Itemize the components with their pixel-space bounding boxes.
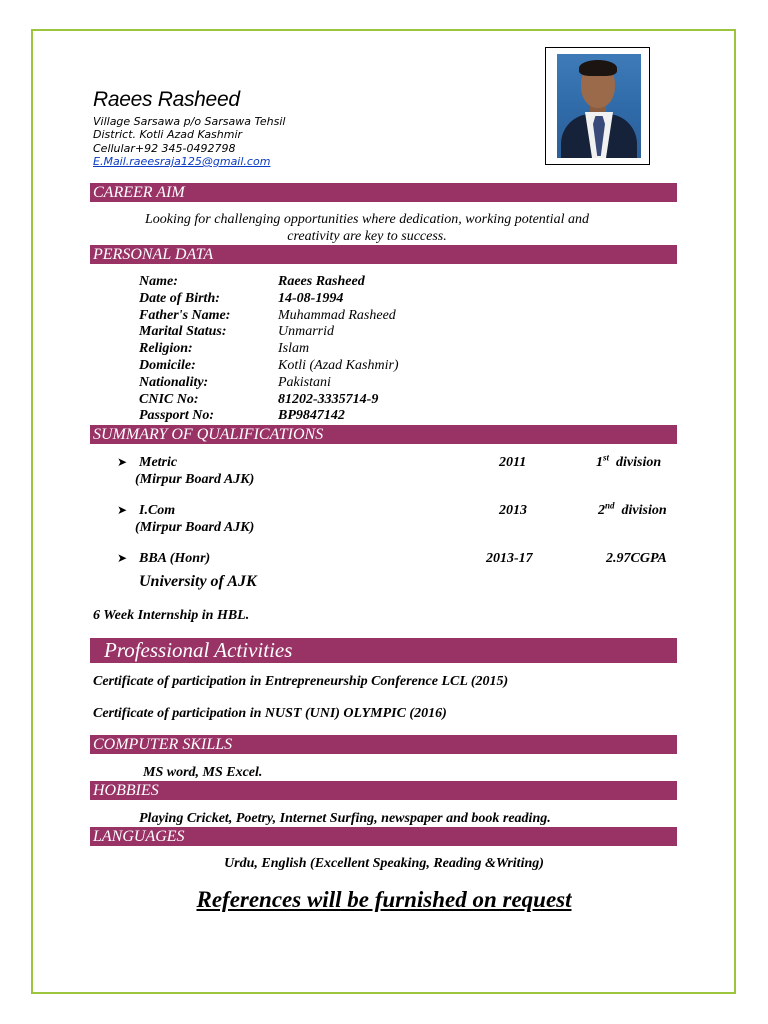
personal-field-value: Muhammad Rasheed: [278, 307, 396, 323]
personal-field-label: Religion:: [139, 341, 193, 357]
qualification-title: I.Com: [139, 503, 176, 518]
personal-field-value: 81202-3335714-9: [278, 391, 379, 407]
professional-activities-heading: Professional Activities: [90, 638, 677, 663]
cellular-number: Cellular+92 345-0492798: [93, 142, 236, 155]
languages-heading: LANGUAGES: [90, 827, 677, 846]
personal-field-value: Unmarrid: [278, 324, 335, 340]
qualification-year: 2013: [499, 503, 527, 518]
qualification-title: Metric: [139, 455, 178, 470]
personal-field-value: Kotli (Azad Kashmir): [278, 358, 399, 373]
languages-text: Urdu, English (Excellent Speaking, Reading &Writing): [224, 856, 544, 871]
personal-field-value: Pakistani: [278, 374, 331, 390]
personal-field-label: Father's Name:: [139, 307, 231, 323]
resume-name: Raees Rasheed: [93, 88, 240, 111]
internship-text: 6 Week Internship in HBL.: [93, 608, 250, 623]
personal-field-value: Islam: [278, 341, 310, 357]
profile-photo-frame: [545, 47, 650, 165]
personal-field-value: 14-08-1994: [278, 290, 344, 306]
personal-field-label: CNIC No:: [139, 391, 199, 407]
qualification-board: University of AJK: [139, 573, 257, 590]
personal-data-heading: PERSONAL DATA: [90, 245, 677, 264]
arrowhead-bullet-icon: ➤: [117, 503, 128, 517]
personal-field-label: Domicile:: [139, 358, 196, 373]
hobbies-text: Playing Cricket, Poetry, Internet Surfing, newspaper and book reading.: [139, 811, 551, 826]
qualification-result: 1st division: [596, 452, 662, 470]
qualification-board: (Mirpur Board AJK): [135, 472, 255, 487]
professional-item: Certificate of participation in NUST (UNI) OLYMPIC (2016): [93, 706, 447, 721]
personal-field-value: Raees Rasheed: [278, 274, 365, 289]
qualification-result: 2nd division: [598, 500, 667, 518]
qualification-year: 2013-17: [486, 551, 533, 566]
career-aim-line-2: creativity are key to success.: [287, 229, 447, 244]
qualification-board: (Mirpur Board AJK): [135, 520, 255, 535]
address-line-2: District. Kotli Azad Kashmir: [93, 128, 243, 141]
personal-field-label: Passport No:: [139, 408, 215, 424]
personal-field-label: Name:: [139, 274, 178, 289]
personal-field-label: Marital Status:: [139, 324, 227, 340]
qualifications-heading: SUMMARY OF QUALIFICATIONS: [90, 425, 677, 444]
profile-photo: [557, 54, 641, 158]
computer-skills-heading: COMPUTER SKILLS: [90, 735, 677, 754]
career-aim-heading: CAREER AIM: [90, 183, 677, 202]
career-aim-line-1: Looking for challenging opportunities where dedication, working potential and: [145, 212, 589, 227]
personal-field-value: BP9847142: [278, 408, 345, 424]
email-link[interactable]: E.Mail.raeesraja125@gmail.com: [93, 155, 271, 168]
qualification-title: BBA (Honr): [139, 551, 211, 566]
arrowhead-bullet-icon: ➤: [117, 551, 128, 565]
personal-field-label: Date of Birth:: [139, 290, 220, 306]
hobbies-heading: HOBBIES: [90, 781, 677, 800]
computer-skills-text: MS word, MS Excel.: [143, 765, 263, 780]
professional-item: Certificate of participation in Entrepreneurship Conference LCL (2015): [93, 674, 509, 689]
arrowhead-bullet-icon: ➤: [117, 455, 128, 469]
personal-field-label: Nationality:: [139, 374, 209, 390]
address-line-1: Village Sarsawa p/o Sarsawa Tehsil: [93, 115, 286, 128]
qualification-year: 2011: [499, 455, 527, 470]
references-note: References will be furnished on request: [196, 887, 572, 912]
qualification-result: 2.97CGPA: [606, 551, 667, 566]
